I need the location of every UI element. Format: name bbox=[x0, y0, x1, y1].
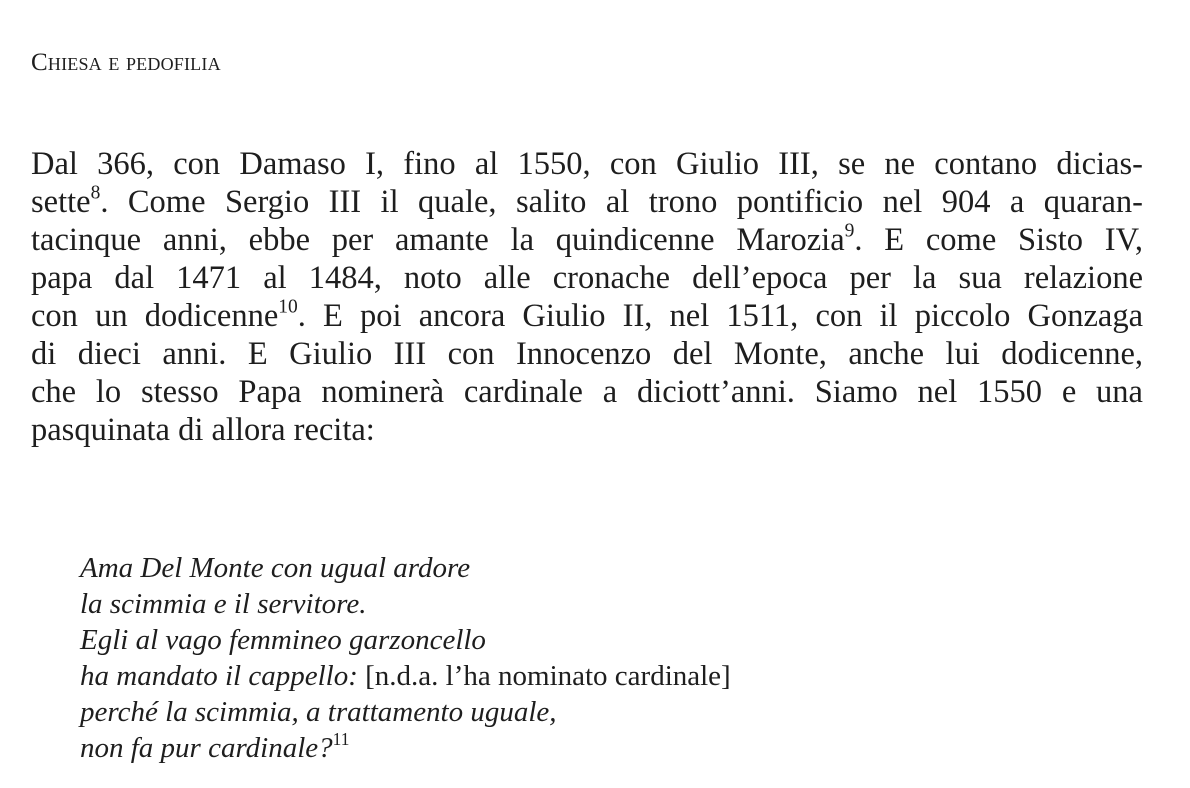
line-text: che lo stesso Papa nominerà cardinale a diciott’anni. Siamo nel 1550 e una bbox=[31, 374, 1143, 410]
line-text: con un dodicenne bbox=[31, 298, 279, 334]
verse-text: la scimmia e il servitore. bbox=[80, 588, 367, 620]
footnote-ref-8: 8 bbox=[90, 182, 101, 204]
verse-text: ha mandato il cappello: bbox=[80, 660, 358, 692]
verse-line bbox=[80, 550, 731, 586]
paragraph-line bbox=[31, 221, 1143, 259]
running-head: Chiesa e pedofilia bbox=[31, 49, 221, 76]
verse-line bbox=[80, 694, 731, 730]
line-text: papa dal 1471 al 1484, noto alle cronache dell’epoca per la sua relazione bbox=[31, 260, 1143, 296]
editor-note: [n.d.a. l’ha nominato cardinale] bbox=[357, 660, 731, 692]
verse-quotation bbox=[80, 550, 731, 766]
paragraph-line bbox=[31, 297, 1143, 335]
paragraph-line bbox=[31, 373, 1143, 411]
line-text-continued: . E poi ancora Giulio II, nel 1511, con il piccolo Gonzaga bbox=[297, 298, 1143, 334]
line-text-continued: . E come Sisto IV, bbox=[854, 222, 1143, 258]
body-paragraph bbox=[31, 145, 1143, 449]
verse-line bbox=[80, 730, 731, 766]
line-text-continued: . Come Sergio III il quale, salito al trono pontificio nel 904 a quaran- bbox=[100, 184, 1143, 220]
verse-text: Ama Del Monte con ugual ardore bbox=[80, 552, 471, 584]
footnote-ref-11: 11 bbox=[332, 728, 350, 749]
paragraph-line bbox=[31, 145, 1143, 183]
line-text: sette bbox=[31, 184, 91, 220]
verse-line bbox=[80, 586, 731, 622]
verse-text: non fa pur cardinale? bbox=[80, 732, 333, 764]
verse-line bbox=[80, 658, 731, 694]
line-text: tacinque anni, ebbe per amante la quindicenne Marozia bbox=[31, 222, 845, 258]
line-text: pasquinata di allora recita: bbox=[31, 412, 375, 448]
paragraph-line bbox=[31, 259, 1143, 297]
paragraph-line bbox=[31, 411, 1143, 449]
verse-text: perché la scimmia, a trattamento uguale, bbox=[80, 696, 557, 728]
line-text: Dal 366, con Damaso I, fino al 1550, con Giulio III, se ne contano dicias- bbox=[31, 146, 1143, 182]
paragraph-line bbox=[31, 183, 1143, 221]
verse-line bbox=[80, 622, 731, 658]
paragraph-line bbox=[31, 335, 1143, 373]
footnote-ref-9: 9 bbox=[844, 220, 855, 242]
footnote-ref-10: 10 bbox=[278, 296, 298, 318]
line-text: di dieci anni. E Giulio III con Innocenzo del Monte, anche lui dodicenne, bbox=[31, 336, 1143, 372]
verse-text: Egli al vago femmineo garzoncello bbox=[80, 624, 486, 656]
